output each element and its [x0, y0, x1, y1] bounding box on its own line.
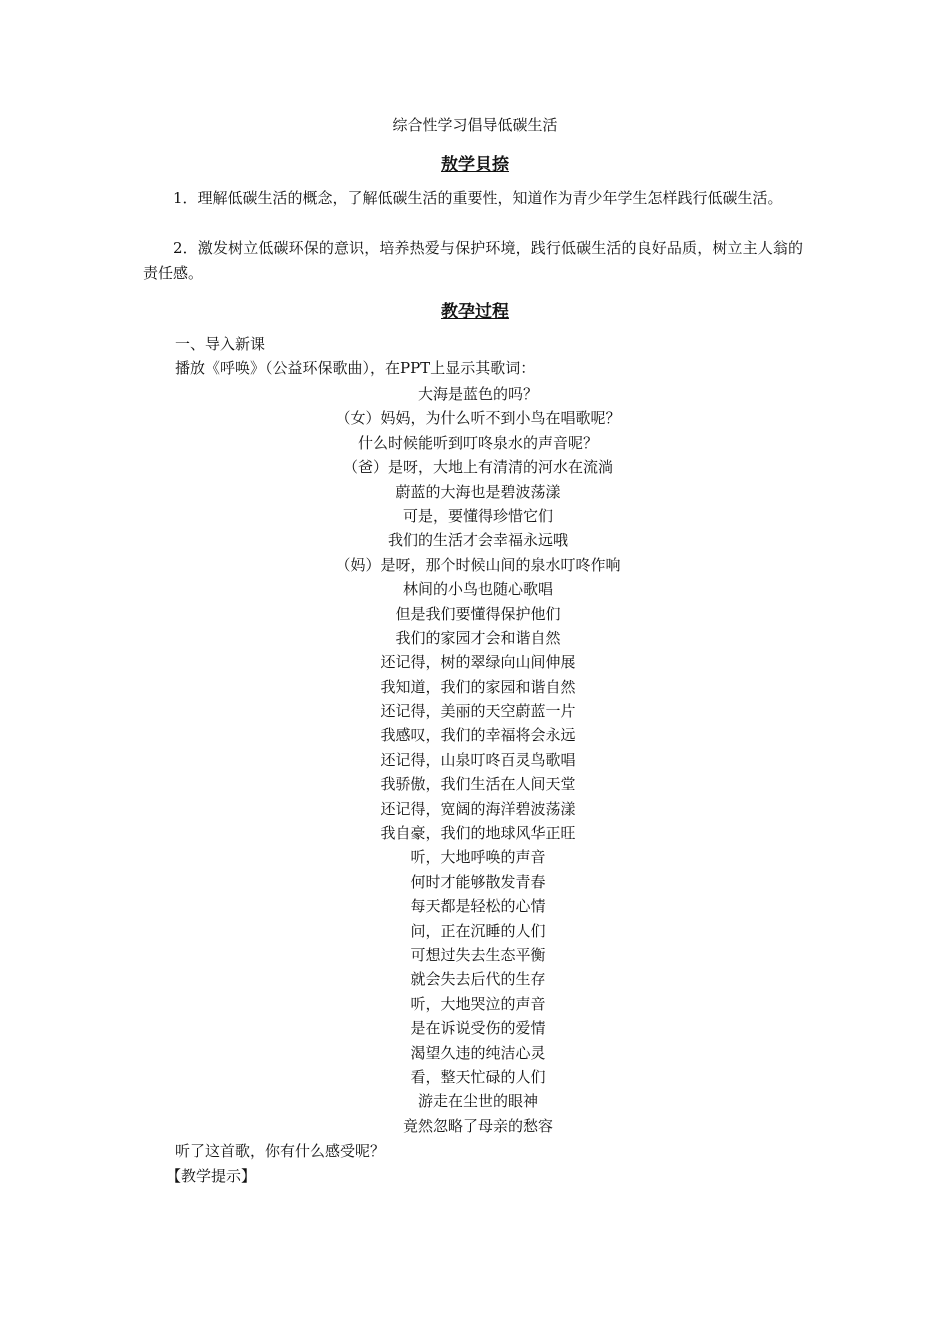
lyric-line: 问，正在沉睡的人们	[410, 921, 546, 940]
lyric-line: 我们的家园才会和谐自然	[395, 628, 561, 647]
lyric-line: 是在诉说受伤的爱情	[410, 1019, 546, 1038]
section-heading: 一、导入新课	[175, 335, 266, 353]
lyric-line: 竟然忽略了母亲的愁容	[402, 1116, 553, 1135]
lyric-line: （女）妈妈，为什么听不到小鸟在唱歌呢？	[335, 409, 621, 428]
document-title: 综合性学习倡导低碳生活	[392, 116, 558, 134]
lyric-line: 什么时候能听到叮咚泉水的声音呢？	[357, 433, 598, 452]
lyric-line: 还记得，宽阔的海洋碧波荡漾	[380, 799, 576, 818]
lyric-line: 还记得，美丽的天空蔚蓝一片	[380, 702, 576, 721]
objective-2: 2．激发树立低碳环保的意识，培养热爱与保护环境，践行低碳生活的良好品质，树立主人翁的责任感。	[143, 239, 803, 282]
lyric-line: 渴望久违的纯洁心灵	[410, 1043, 546, 1062]
lyric-line: 何时才能够散发青春	[410, 872, 546, 891]
lyric-line: 但是我们要懂得保护他们	[395, 604, 561, 623]
lyric-line: 林间的小鸟也随心歌唱	[402, 580, 553, 599]
lyric-line: 我知道，我们的家园和谐自然	[380, 677, 576, 696]
lyric-line: 可想过失去生态平衡	[410, 945, 546, 964]
lyric-line: 我骄傲，我们生活在人间天堂	[380, 775, 576, 794]
lyric-line: 听，大地哭泣的声音	[410, 994, 546, 1013]
lyric-line: 我们的生活才会幸福永远哦	[387, 531, 568, 550]
intro-line: 播放《呼唤》（公益环保歌曲），在PPT上显示其歌词：	[175, 359, 536, 377]
lyric-line: 我感叹，我们的幸福将会永远	[380, 726, 576, 745]
process-heading: 教孕过程	[441, 302, 509, 322]
lyric-line: 蔚蓝的大海也是碧波荡漾	[395, 482, 561, 501]
lyric-line: （妈）是呀，那个时候山间的泉水叮咚作响	[335, 555, 621, 574]
lyric-line: 就会失去后代的生存	[410, 970, 546, 989]
lyric-line: 还记得，树的翠绿向山间伸展	[380, 653, 576, 672]
lyric-line: 大海是蓝色的吗？	[417, 385, 538, 403]
lyric-line: 每天都是轻松的心情	[410, 897, 546, 916]
lyric-line: 还记得，山泉叮咚百灵鸟歌唱	[380, 750, 576, 769]
objectives-heading: 敖学貝捺	[441, 155, 509, 175]
lyric-line: 看，整天忙碌的人们	[410, 1067, 546, 1086]
question-line: 听了这首歌，你有什么感受呢？	[175, 1142, 386, 1160]
lyric-line: （爸）是呀，大地上有清清的河水在流淌	[342, 458, 613, 477]
song-lyrics	[0, 382, 950, 1138]
lyric-line: 听，大地呼唤的声音	[410, 848, 546, 867]
lyric-line: 可是，要懂得珍惜它们	[402, 506, 553, 525]
teaching-tip: 【教学提示】	[166, 1167, 257, 1185]
objective-1: 1．理解低碳生活的概念，了解低碳生活的重要性，知道作为青少年学生怎样践行低碳生活。	[173, 189, 783, 207]
lyric-line: 游走在尘世的眼神	[417, 1092, 538, 1111]
lyric-line: 我自豪，我们的地球风华正旺	[380, 824, 576, 843]
